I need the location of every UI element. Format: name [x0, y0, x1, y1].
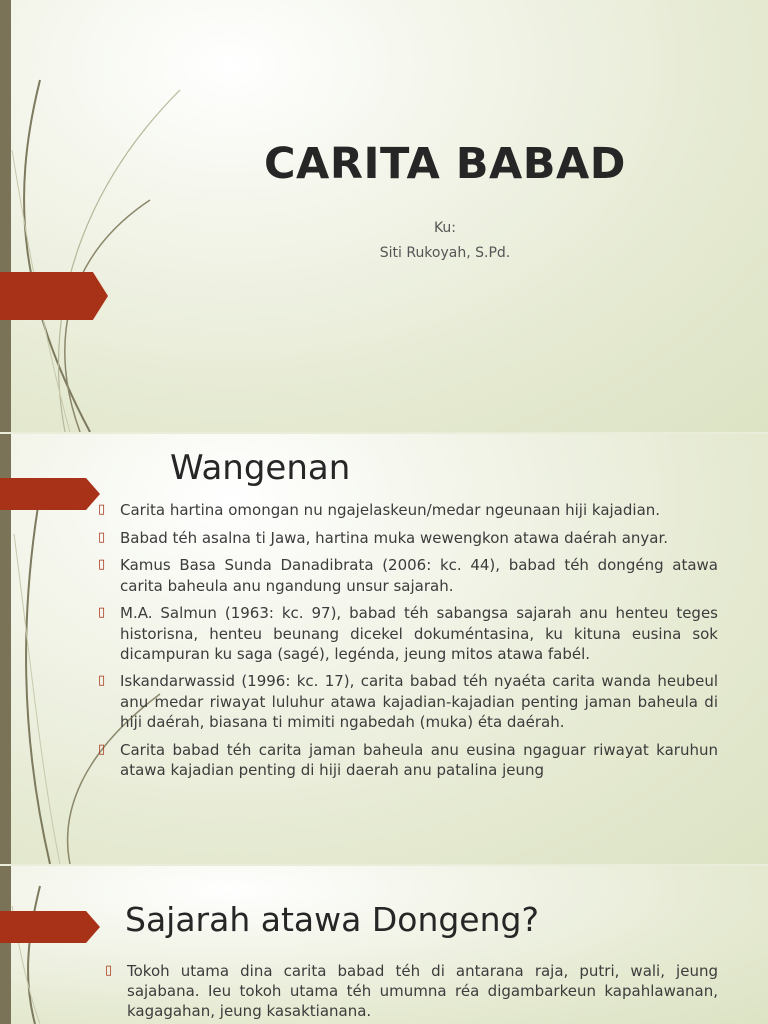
- bullet-marker-icon: ▯: [98, 502, 106, 517]
- bullet-marker-icon: ▯: [98, 673, 106, 689]
- bullet-text: Kamus Basa Sunda Danadibrata (2006: kc. 44), babad téh dongéng atawa carita baheula anu ngandung unsur sajarah.: [120, 556, 718, 595]
- history-slide: [0, 866, 768, 1024]
- slide-heading: Sajarah atawa Dongeng?: [125, 900, 539, 939]
- decorative-swirl: [0, 0, 200, 432]
- definition-list: [98, 500, 718, 787]
- bullet-text: Tokoh utama dina carita babad téh di antarana raja, putri, wali, jeung sajabana. Ieu tokoh utama téh umumna réa digambarkeun kapahlawanan, kagagahan, jeung kasaktianana.: [127, 962, 718, 1021]
- slide-title: CARITA BABAD: [264, 139, 626, 189]
- bullet-marker-icon: ▯: [98, 741, 106, 757]
- definition-slide: [0, 434, 768, 864]
- by-label: Ku:: [433, 220, 457, 236]
- bullet-marker-icon: ▯: [105, 963, 113, 978]
- bullet-item: [98, 500, 718, 520]
- bullet-text: Iskandarwassid (1996: kc. 17), carita babad téh nyaéta carita wanda heubeul anu medar riwayat luluhur atawa kajadian-kajadian penting jaman baheula di hiji daérah, biasana ti mimiti ngabedah (muka) éta daérah.: [120, 672, 718, 731]
- history-list: [105, 961, 718, 1024]
- bullet-item: [105, 961, 718, 1022]
- bullet-item: [98, 528, 718, 548]
- bullet-text: Carita hartina omongan nu ngajelaskeun/medar ngeunaan hiji kajadian.: [120, 501, 661, 519]
- bullet-marker-icon: ▯: [98, 557, 106, 573]
- accent-arrow: [0, 911, 100, 943]
- bullet-marker-icon: ▯: [98, 605, 106, 621]
- bullet-item: [98, 671, 718, 732]
- title-slide: [0, 0, 768, 432]
- bullet-item: [98, 603, 718, 664]
- bullet-text: Carita babad téh carita jaman baheula anu eusina ngaguar riwayat karuhun atawa kajadian penting di hiji daerah anu patalina jeung: [120, 740, 718, 779]
- bullet-text: M.A. Salmun (1963: kc. 97), babad téh sabangsa sajarah anu henteu teges historisna, henteu beunang dicekel dokuméntasina, ku kituna eusina sok dicampuran ku saga (sagé), legénda, jeung mitos atawa fabél.: [120, 604, 718, 663]
- accent-arrow: [0, 478, 100, 510]
- accent-arrow: [0, 272, 108, 320]
- author-name: Siti Rukoyah, S.Pd.: [379, 245, 511, 261]
- bullet-text: Babad téh asalna ti Jawa, hartina muka wewengkon atawa daérah anyar.: [120, 528, 669, 547]
- bullet-marker-icon: ▯: [98, 529, 106, 545]
- bullet-item: [98, 555, 718, 595]
- slide-heading: Wangenan: [170, 448, 351, 488]
- bullet-item: [98, 740, 718, 780]
